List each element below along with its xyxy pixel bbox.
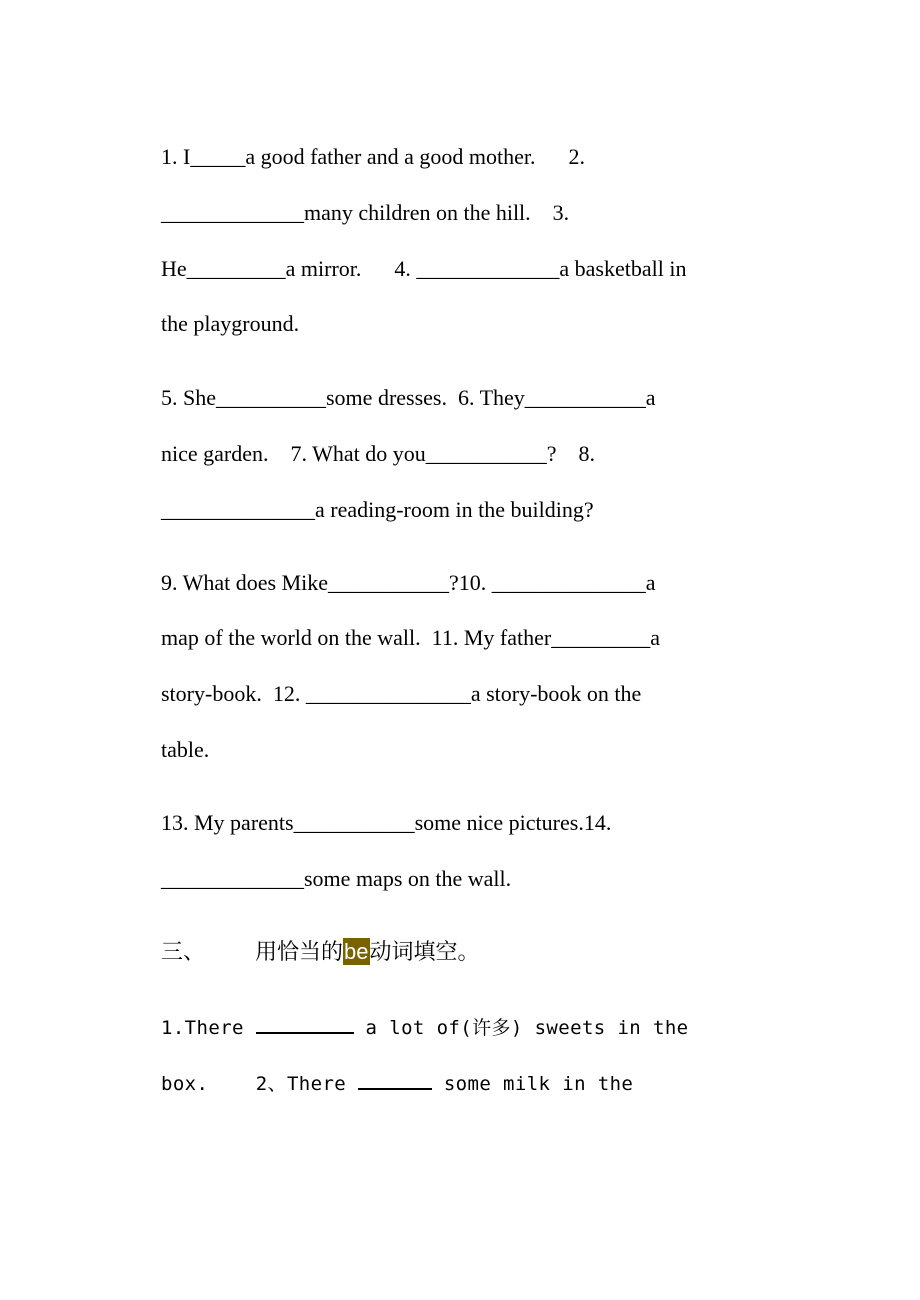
exercise-line: 9. What does Mike___________?10. ______________a (161, 570, 656, 595)
exercise-line: nice garden. 7. What do you___________? 8. (161, 441, 596, 466)
section-number: 三、 (161, 940, 206, 965)
exercise-line: story-book. 12. _______________a story-book on the (161, 681, 642, 706)
exercise-line (161, 1012, 689, 1042)
section-title-before: 用恰当的 (255, 940, 344, 965)
question-text: some milk in the (432, 1073, 634, 1095)
highlighted-word: be (344, 939, 369, 964)
exercise-line: 13. My parents___________some nice pictures.14. (161, 810, 612, 835)
exercise-line: 1. I_____a good father and a good mother. 2. (161, 144, 586, 169)
exercise-line: _____________some maps on the wall. (161, 866, 512, 891)
exercise-line: 5. She__________some dresses. 6. They___________a (161, 385, 656, 410)
exercise-line: the playground. (161, 311, 300, 336)
exercise-line: _____________many children on the hill. 3. (161, 200, 570, 225)
question-text: 1.There (161, 1017, 256, 1039)
question-text: a lot of(许多) sweets in the (353, 1017, 689, 1039)
section-heading (161, 938, 480, 967)
answer-blank (358, 1068, 432, 1090)
exercise-line: map of the world on the wall. 11. My father_________a (161, 625, 660, 650)
exercise-line: table. (161, 737, 210, 762)
exercise-line: ______________a reading-room in the building? (161, 497, 594, 522)
section-title-after: 动词填空。 (369, 940, 480, 965)
answer-blank (256, 1012, 354, 1034)
question-text: box. 2、There (161, 1073, 358, 1095)
exercise-line: He_________a mirror. 4. _____________a basketball in (161, 256, 687, 281)
exercise-line (161, 1068, 633, 1098)
